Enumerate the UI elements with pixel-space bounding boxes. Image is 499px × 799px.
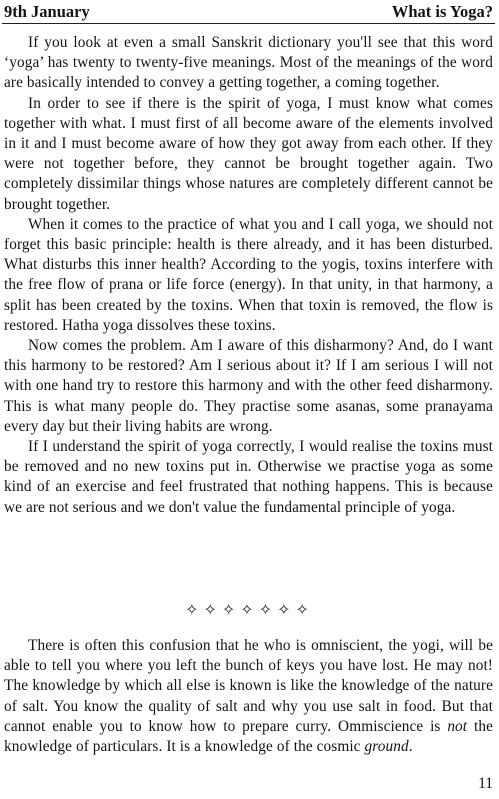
paragraph-2: In order to see if there is the spirit of yoga, I must know what comes together with what. I must first of all become aware of the elements involved in it and I must become aware of how they got away from each other. If they were not together before, they cannot be brought together again. Two completely dissimilar things whose natures are completely different cannot be brought together. [4,94,493,213]
paragraph-6-part-3: . [408,738,413,756]
paragraph-6 [4,636,493,757]
paragraph-3: When it comes to the practice of what you and I call yoga, we should not forget this basic principle: health is there already, and it has been disturbed. What disturbs this inner health? According to the yogis, toxins interfere with the free flow of prana or life force (energy). In that unity, in that harmony, a split has been created by the toxins. When that toxin is removed, the flow is restored. Hatha yoga dissolves these toxins. [4,215,493,334]
main-text [4,33,493,518]
paragraph-6-part-2: the knowledge of particulars. It is a knowledge of the cosmic [4,717,493,756]
running-head [4,2,493,22]
header-rule [2,23,495,24]
paragraph-5: If I understand the spirit of yoga correctly, I would realise the toxins must be removed and no new toxins put in. Otherwise we practise yoga as some kind of an exercise and feel frustrated that nothing happens. This is because we are not serious and we don't value the fundamental principle of yoga. [4,438,493,516]
emphasis-not: not [447,717,468,735]
header-title: What is Yoga? [391,2,493,21]
paragraph-1: If you look at even a small Sanskrit dictionary you'll see that this word ‘yoga’ has twenty to twenty-five meanings. Most of the meanings of the word are basically intended to convey a getting together, a coming together. [4,34,493,92]
emphasis-ground: ground [364,738,409,756]
page-number: 11 [478,775,493,792]
paragraph-4: Now comes the problem. Am I aware of this disharmony? And, do I want this harmony to be restored? Am I serious about it? If I am serious I will not with one hand try to restore this harmony and with the other feed disharmony. This is what many people do. They practise some asanas, some pranayama every day but their living habits are wrong. [4,337,493,435]
second-section-text [4,636,493,757]
paragraph-6-part-1: There is often this confusion that he who is omniscient, the yogi, will be able to tell you where you left the bunch of keys you have lost. He may not! The knowledge by which all else is known is like the knowledge of the nature of salt. You know the quality of salt and why you use salt in food. But that cannot enable you to know how to prepare curry. Ommiscience is [4,637,493,735]
header-date: 9th January [4,2,90,21]
section-ornament: ✧✧✧✧✧✧✧ [185,600,314,619]
